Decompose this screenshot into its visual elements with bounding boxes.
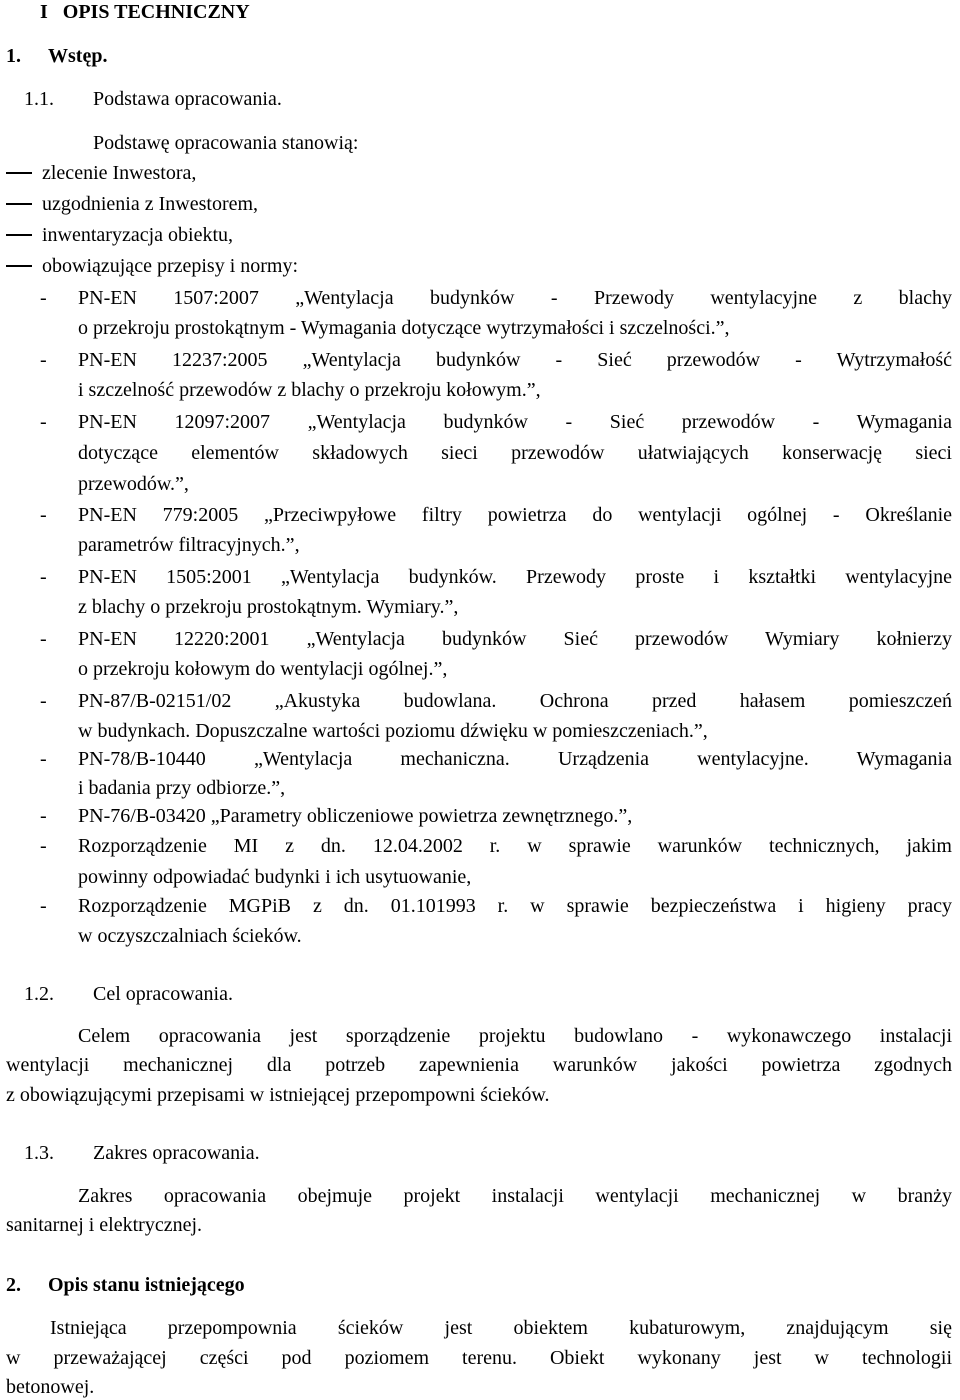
list-item: zlecenie Inwestora, [42, 162, 197, 184]
body-line: betonowej. [6, 1376, 95, 1398]
norm-bullet: - [40, 690, 47, 712]
section-2-title: Opis stanu istniejącego [48, 1274, 245, 1296]
list-dash [6, 203, 32, 205]
list-item: uzgodnienia z Inwestorem, [42, 193, 259, 215]
body-line: sanitarnej i elektrycznej. [6, 1214, 203, 1236]
norm-bullet: - [40, 628, 47, 650]
body-line: Istniejąca przepompownia ścieków jest obiektem kubaturowym, znajdującym się [50, 1317, 952, 1339]
norm-line: PN-EN 12237:2005 „Wentylacja budynków - Sieć przewodów - Wytrzymałość [78, 349, 952, 371]
norm-line: PN-EN 12097:2007 „Wentylacja budynków - Sieć przewodów - Wymagania [78, 411, 952, 433]
norm-bullet: - [40, 411, 47, 433]
norm-bullet: - [40, 566, 47, 588]
section-1-number: 1. [6, 45, 21, 67]
norm-line: Rozporządzenie MGPiB z dn. 01.101993 r. w sprawie bezpieczeństwa i higieny pracy [78, 895, 952, 917]
norm-line: o przekroju prostokątnym - Wymagania dotyczące wytrzymałości i szczelności.”, [78, 317, 730, 339]
norm-line: PN-EN 1505:2001 „Wentylacja budynków. Przewody proste i kształtki wentylacyjne [78, 566, 952, 588]
norm-line: i szczelność przewodów z blachy o przekroju kołowym.”, [78, 379, 541, 401]
norm-line: PN-EN 12220:2001 „Wentylacja budynków Sieć przewodów Wymiary kołnierzy [78, 628, 952, 650]
norm-line: PN-78/B-10440 „Wentylacja mechaniczna. Urządzenia wentylacyjne. Wymagania [78, 748, 952, 770]
norm-line: w oczyszczalniach ścieków. [78, 925, 302, 947]
body-line: Celem opracowania jest sporządzenie projektu budowlano - wykonawczego instalacji [78, 1025, 952, 1047]
section-1-title: Wstęp. [48, 45, 108, 67]
norm-line: PN-76/B-03420 „Parametry obliczeniowe powietrza zewnętrznego.”, [78, 805, 633, 827]
norm-bullet: - [40, 748, 47, 770]
body-line: Zakres opracowania obejmuje projekt instalacji wentylacji mechanicznej w branży [78, 1185, 952, 1207]
norm-line: powinny odpowiadać budynki i ich usytuowanie, [78, 866, 472, 888]
norm-bullet: - [40, 895, 47, 917]
norm-line: parametrów filtracyjnych.”, [78, 534, 300, 556]
section-1-3-number: 1.3. [24, 1142, 54, 1164]
list-item: obowiązujące przepisy i normy: [42, 255, 299, 277]
norm-bullet: - [40, 504, 47, 526]
list-dash [6, 265, 32, 267]
section-1-1-title: Podstawa opracowania. [93, 88, 282, 110]
norm-line: PN-87/B-02151/02 „Akustyka budowlana. Ochrona przed hałasem pomieszczeń [78, 690, 952, 712]
norm-line: Rozporządzenie MI z dn. 12.04.2002 r. w sprawie warunków technicznych, jakim [78, 835, 952, 857]
norm-line: dotyczące elementów składowych sieci przewodów ułatwiających konserwację sieci [78, 442, 952, 464]
norm-line: w budynkach. Dopuszczalne wartości poziomu dźwięku w pomieszczeniach.”, [78, 720, 708, 742]
norm-line: o przekroju kołowym do wentylacji ogólnej.”, [78, 658, 448, 680]
norm-bullet: - [40, 287, 47, 309]
norm-line: przewodów.”, [78, 473, 189, 495]
body-line: z obowiązującymi przepisami w istniejącej przepompowni ścieków. [6, 1084, 550, 1106]
norm-line: z blachy o przekroju prostokątnym. Wymiary.”, [78, 596, 459, 618]
section-1-2-number: 1.2. [24, 983, 54, 1005]
norm-bullet: - [40, 349, 47, 371]
list-dash [6, 234, 32, 236]
section-2-number: 2. [6, 1274, 21, 1296]
norm-bullet: - [40, 805, 47, 827]
basis-intro: Podstawę opracowania stanowią: [93, 132, 359, 154]
body-line: w przeważającej części pod poziomem terenu. Obiekt wykonany jest w technologii [6, 1347, 952, 1369]
list-item: inwentaryzacja obiektu, [42, 224, 234, 246]
section-1-3-title: Zakres opracowania. [93, 1142, 260, 1164]
norm-line: i badania przy odbiorze.”, [78, 777, 286, 799]
document-heading: I OPIS TECHNICZNY [40, 1, 250, 23]
body-line: wentylacji mechanicznej dla potrzeb zapewnienia warunków jakości powietrza zgodnych [6, 1054, 952, 1076]
norm-bullet: - [40, 835, 47, 857]
norm-line: PN-EN 779:2005 „Przeciwpyłowe filtry powietrza do wentylacji ogólnej - Określanie [78, 504, 952, 526]
section-1-1-number: 1.1. [24, 88, 54, 110]
section-1-2-title: Cel opracowania. [93, 983, 233, 1005]
list-dash [6, 172, 32, 174]
norm-line: PN-EN 1507:2007 „Wentylacja budynków - Przewody wentylacyjne z blachy [78, 287, 952, 309]
